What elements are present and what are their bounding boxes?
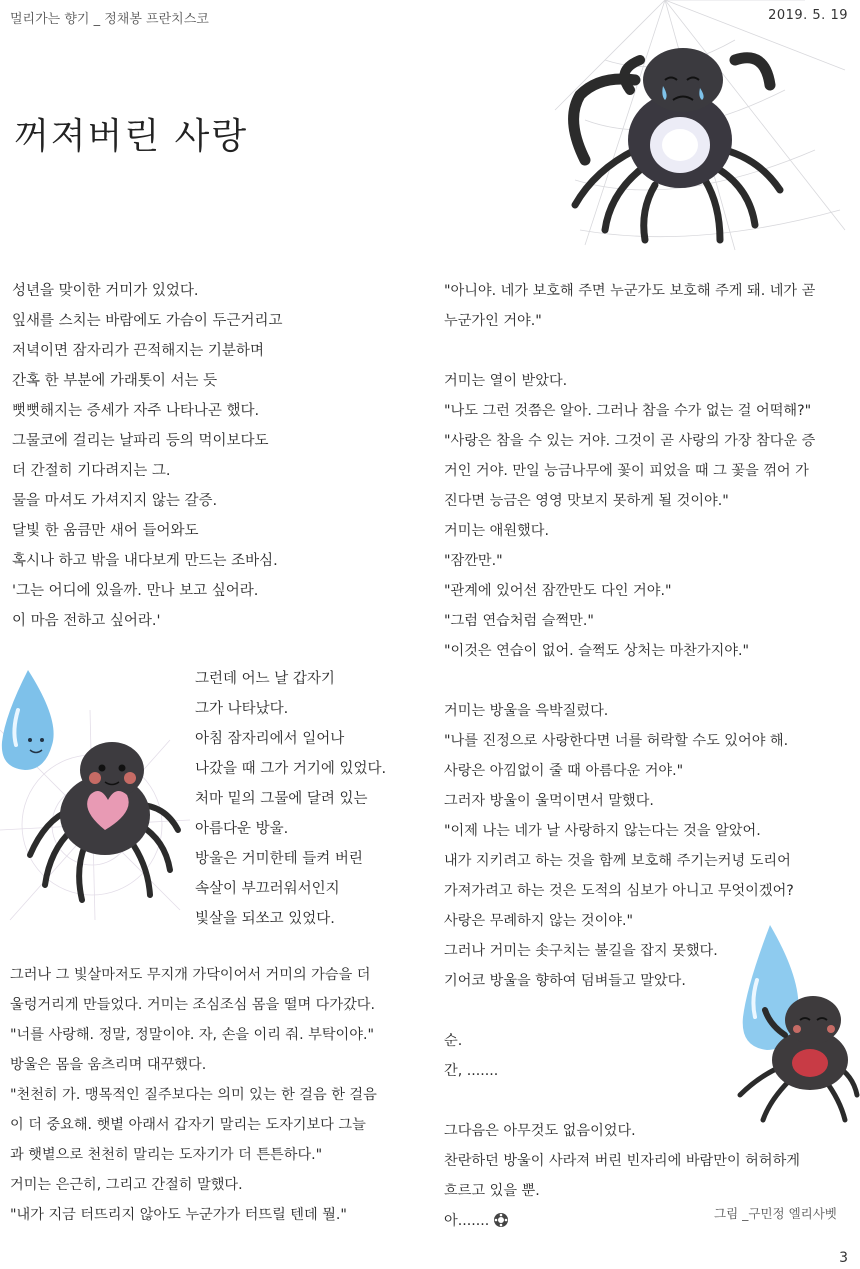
story-line: 아침 잠자리에서 일어나	[195, 731, 345, 747]
story-line: 내가 지키려고 하는 것을 함께 보호해 주기는커녕 도리어	[444, 853, 791, 869]
story-line: 가져가려고 하는 것은 도적의 심보가 아니고 무엇이겠어?	[444, 883, 794, 899]
illustration-credit: 그림 _구민정 엘리사벳	[714, 1206, 837, 1221]
story-line: "천천히 가. 맹목적인 질주보다는 의미 있는 한 걸음 한 걸음	[10, 1087, 377, 1103]
story-line: "너를 사랑해. 정말, 정말이야. 자, 손을 이리 줘. 부탁이야."	[10, 1027, 374, 1043]
story-line: 간, .......	[444, 1063, 499, 1079]
story-line: "내가 지금 터뜨리지 않아도 누군가가 터뜨릴 텐데 뭘."	[10, 1207, 347, 1223]
story-line: 처마 밑의 그물에 달려 있는	[195, 791, 368, 807]
story-line: 그런데 어느 날 갑자기	[195, 671, 335, 687]
story-line: "나를 진정으로 사랑한다면 너를 허락할 수도 있어야 해.	[444, 733, 789, 749]
story-line: "관계에 있어선 잠깐만도 다인 거야."	[444, 583, 672, 599]
story-line: 사랑은 무례하지 않는 것이야."	[444, 913, 634, 929]
story-line: 거미는 은근히, 그리고 간절히 말했다.	[10, 1177, 243, 1193]
story-line: 그물코에 걸리는 날파리 등의 먹이보다도	[12, 433, 269, 449]
spider-heart-illustration	[0, 670, 190, 920]
story-line: 혹시나 하고 밖을 내다보게 만드는 조바심.	[12, 553, 278, 569]
story-line: 찬란하던 방울이 사라져 버린 빈자리에 바람만이 허허하게	[444, 1153, 800, 1169]
story-line: 아름다운 방울.	[195, 821, 289, 837]
page-number: 3	[839, 1250, 848, 1266]
story-line: "아니야. 네가 보호해 주면 누군가도 보호해 주게 돼. 네가 곧	[444, 283, 816, 299]
sad-spider-illustration	[545, 0, 855, 250]
story-line: 방울은 몸을 움츠리며 대꾸했다.	[10, 1057, 207, 1073]
story-line: 달빛 한 움큼만 새어 들어와도	[12, 523, 199, 539]
story-line: 빛살을 되쏘고 있었다.	[195, 911, 335, 927]
story-line: 잎새를 스치는 바람에도 가슴이 두근거리고	[12, 313, 283, 329]
story-line: 물을 마셔도 가셔지지 않는 갈증.	[12, 493, 218, 509]
story-line: '그는 어디에 있을까. 만나 보고 싶어라.	[12, 583, 259, 599]
story-line: 거인 거야. 만일 능금나무에 꽃이 피었을 때 그 꽃을 꺾어 가	[444, 463, 809, 479]
story-line: "사랑은 참을 수 있는 거야. 그것이 곧 사랑의 가장 참다운 증	[444, 433, 816, 449]
story-line: 성년을 맞이한 거미가 있었다.	[12, 283, 199, 299]
story-line: 더 간절히 기다려지는 그.	[12, 463, 171, 479]
story-line: 누군가인 거야."	[444, 313, 542, 329]
story-line: 방울은 거미한테 들켜 버린	[195, 851, 363, 867]
story-line: 간혹 한 부분에 가래톳이 서는 듯	[12, 373, 218, 389]
story-line: 거미는 애원했다.	[444, 523, 549, 539]
story-line: "잠깐만."	[444, 553, 503, 569]
header-date: 2019. 5. 19	[768, 8, 848, 23]
story-line: "나도 그런 것쯤은 알아. 그러나 참을 수가 없는 걸 어떡해?"	[444, 403, 812, 419]
story-line: 진다면 능금은 영영 맛보지 못하게 될 것이야."	[444, 493, 729, 509]
story-line: 나갔을 때 그가 거기에 있었다.	[195, 761, 387, 777]
story-line: 거미는 방울을 윽박질렀다.	[444, 703, 609, 719]
spark-icon	[493, 1212, 509, 1228]
story-line: 아.......	[444, 1206, 856, 1236]
story-line: 이 마음 전하고 싶어라.'	[12, 613, 161, 629]
story-line: 순.	[444, 1033, 463, 1049]
story-block-left-1	[12, 276, 283, 636]
story-line: 그다음은 아무것도 없음이었다.	[444, 1123, 636, 1139]
story-line: 속살이 부끄러워서인지	[195, 881, 340, 897]
story-line: 사랑은 아낌없이 줄 때 아름다운 거야."	[444, 763, 684, 779]
story-line: 기어코 방울을 향하여 덤벼들고 말았다.	[444, 973, 686, 989]
story-line: 그가 나타났다.	[195, 701, 289, 717]
story-line: 거미는 열이 받았다.	[444, 373, 568, 389]
story-line: 흐르고 있을 뿐.	[444, 1183, 540, 1199]
story-line: 과 햇볕으로 천천히 말리는 도자기가 더 튼튼하다."	[10, 1147, 323, 1163]
story-line: 뻣뻣해지는 증세가 자주 나타나곤 했다.	[12, 403, 260, 419]
story-line: "이제 나는 네가 날 사랑하지 않는다는 것을 알았어.	[444, 823, 761, 839]
story-line	[444, 666, 856, 696]
story-line: "그럼 연습처럼 슬쩍만."	[444, 613, 594, 629]
page-title: 꺼져버린 사랑	[14, 116, 249, 157]
story-block-left-2	[195, 664, 386, 934]
story-line: 이 더 중요해. 햇볕 아래서 갑자기 말리는 도자기보다 그늘	[10, 1117, 366, 1133]
story-line: 그러나 거미는 솟구치는 불길을 잡지 못했다.	[444, 943, 718, 959]
story-line: 그러나 그 빛살마저도 무지개 가닥이어서 거미의 가슴을 더	[10, 967, 371, 983]
spider-drop-illustration	[725, 925, 860, 1125]
story-line: 저녁이면 잠자리가 끈적해지는 기분하며	[12, 343, 264, 359]
story-line: 그러자 방울이 울먹이면서 말했다.	[444, 793, 654, 809]
header-source: 멀리가는 향기 _ 정채봉 프란치스코	[10, 12, 209, 27]
story-line	[444, 336, 856, 366]
story-line: "이것은 연습이 없어. 슬쩍도 상처는 마찬가지야."	[444, 643, 750, 659]
story-line: 울렁거리게 만들었다. 거미는 조심조심 몸을 떨며 다가갔다.	[10, 997, 376, 1013]
story-block-left-3	[10, 960, 425, 1230]
